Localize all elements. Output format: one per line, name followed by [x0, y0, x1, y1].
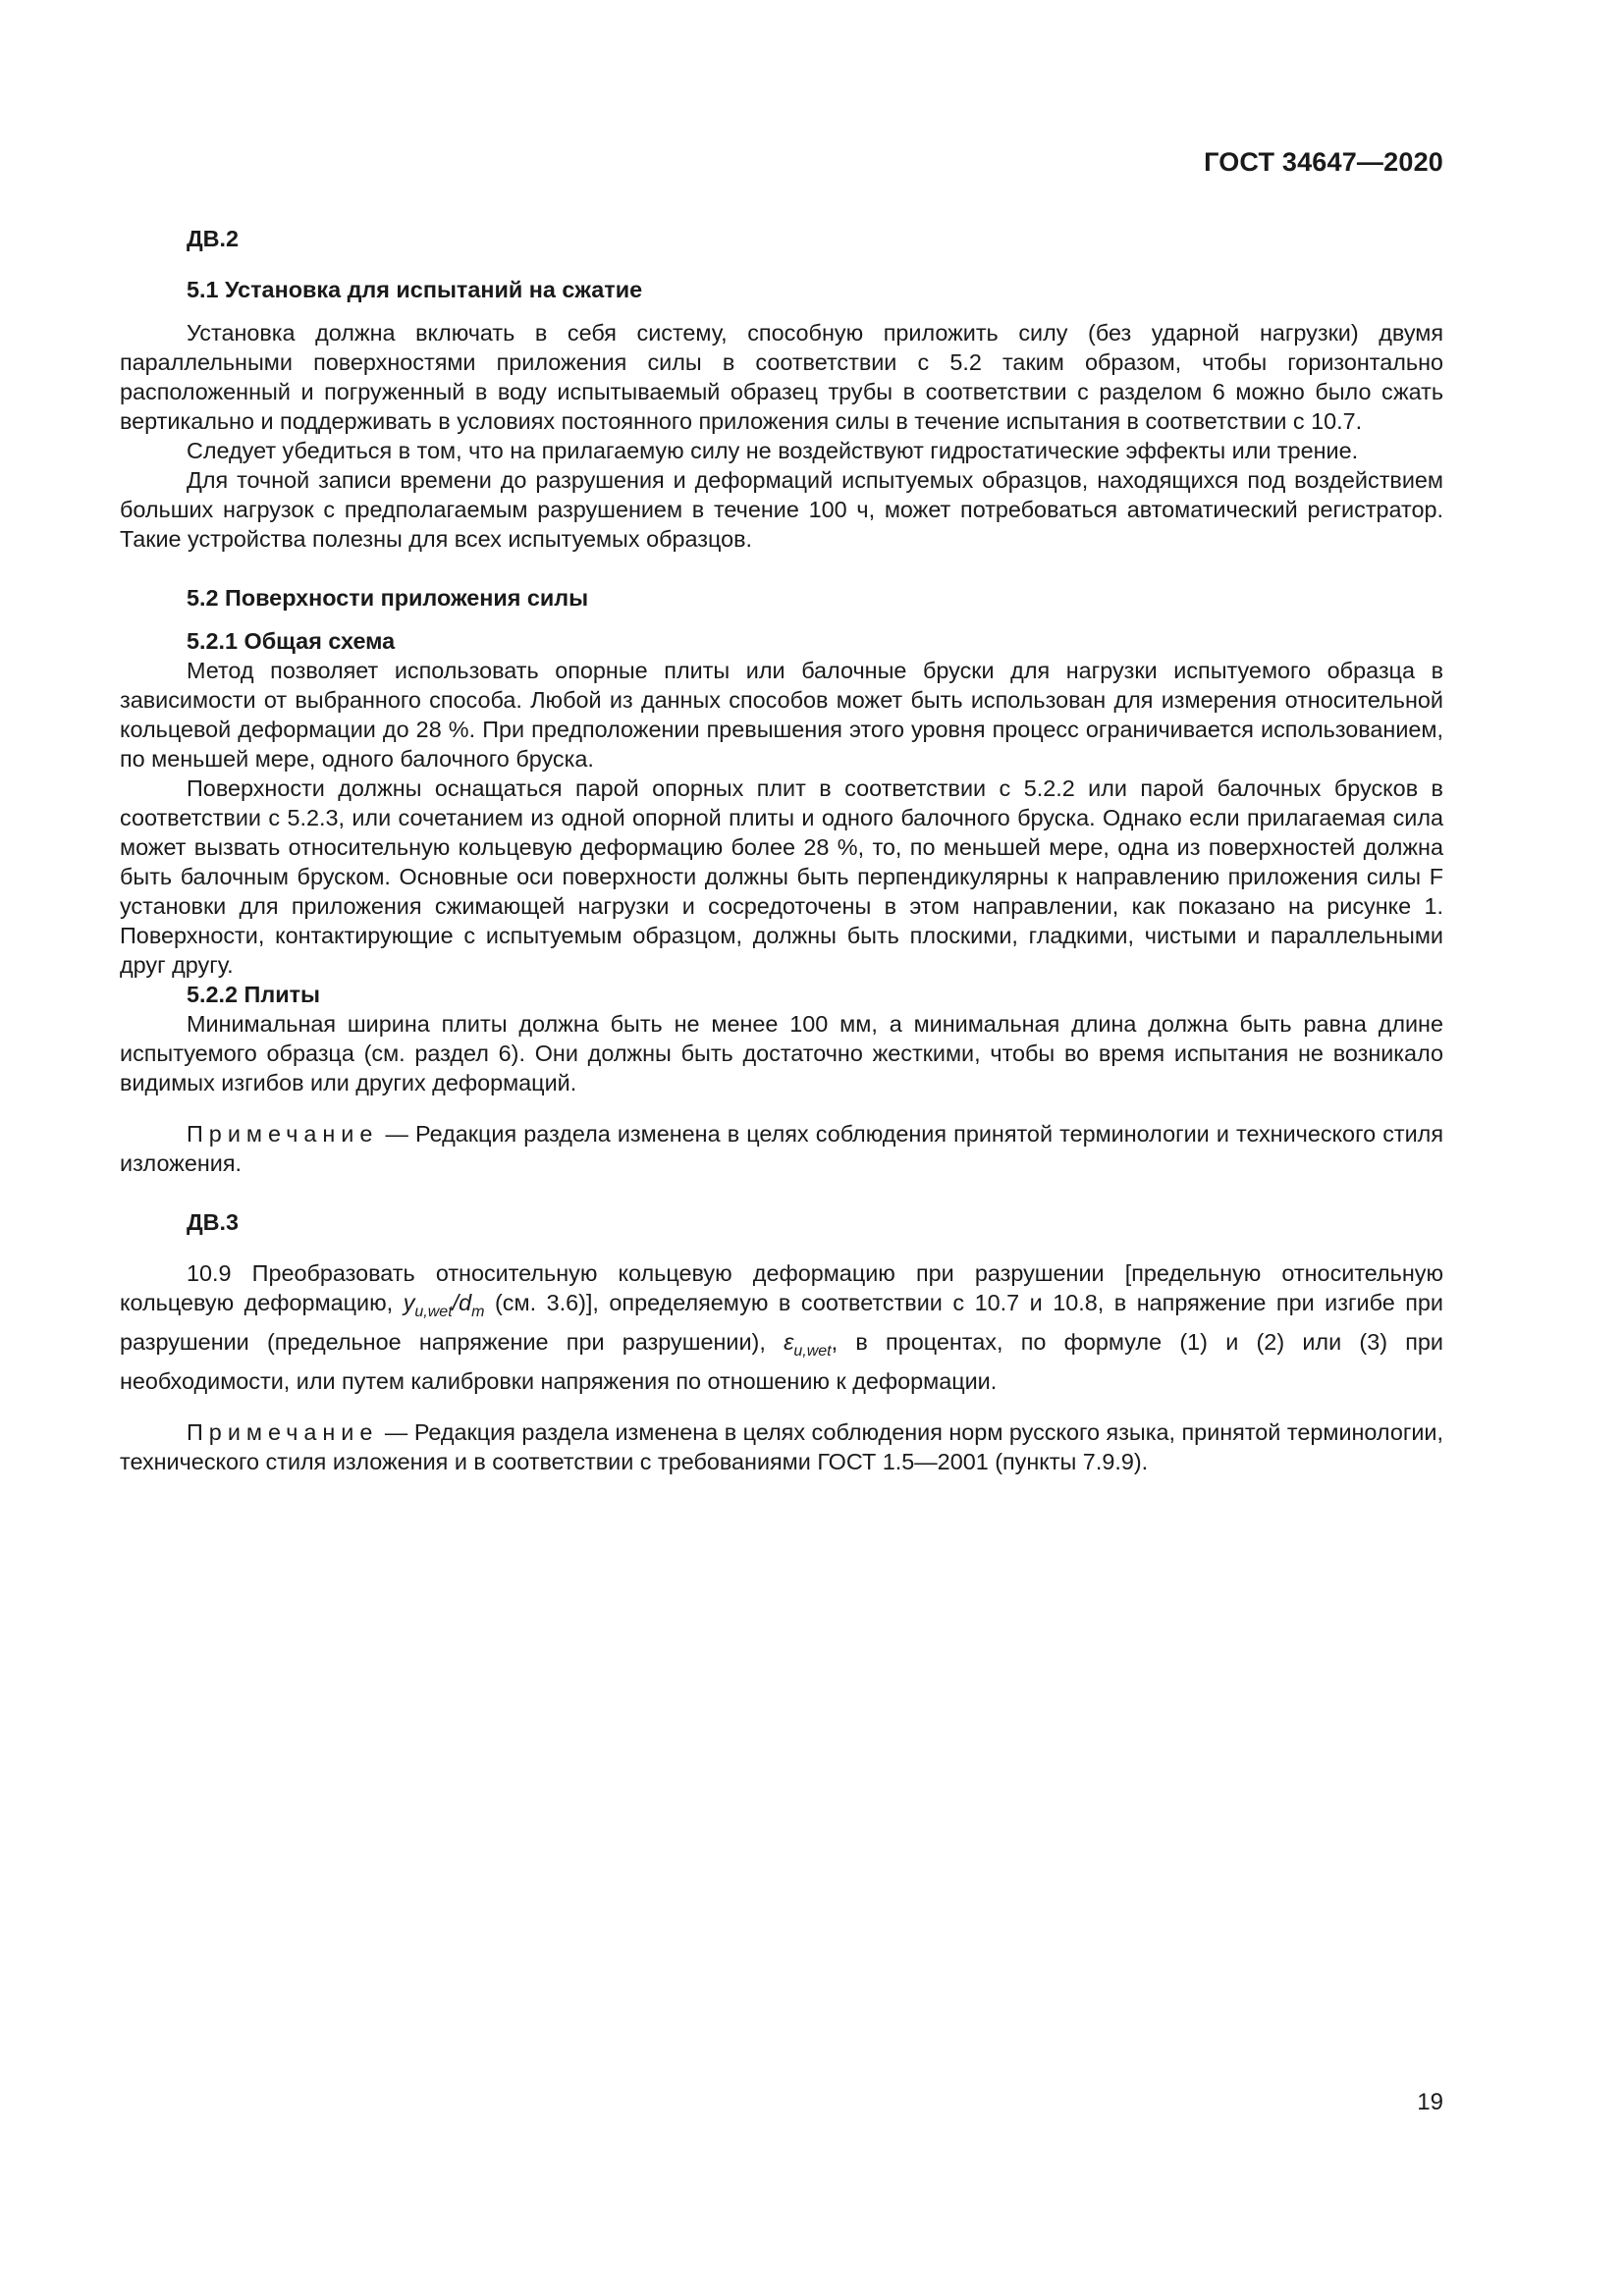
page-content [120, 224, 1443, 1476]
document-code-header: ГОСТ 34647—2020 [1204, 147, 1443, 177]
section-5-1-paragraph-1: Установка должна включать в себя систему, способную приложить силу (без ударной нагрузки) двумя параллельными поверхностями приложения силы в соответствии с 5.2 таким образом, чтобы горизонтально расположенный и погруженный в воду испытываемый образец трубы в соответствии с разделом 6 можно было сжать вертикально и поддерживать в условиях постоянного приложения силы в течение испытания в соответствии с 10.7. [120, 320, 1443, 434]
note-dv3 [120, 1417, 1443, 1476]
symbol-epsilon: ε [784, 1329, 794, 1355]
section-5-2-1-title: 5.2.1 Общая схема [187, 628, 396, 654]
section-5-1-title: 5.1 Установка для испытаний на сжатие [187, 277, 643, 302]
paragraph-text-part-2: (см. 3.6)], определяемую в соответствии с 10.7 и 10.8, в напряжение при изгибе при разрушении (предельное напряжение при разрушении), [120, 1290, 1443, 1355]
section-label-dv3: ДВ.3 [187, 1209, 240, 1235]
note-label: Примечание [187, 1419, 379, 1445]
symbol-y: y [403, 1290, 415, 1315]
symbol-d: d [459, 1290, 472, 1315]
note-dv2 [120, 1119, 1443, 1178]
section-5-2-2-paragraph-1: Минимальная ширина плиты должна быть не менее 100 мм, а минимальная длина должна быть равна длине испытуемого образца (см. раздел 6). Они должны быть достаточно жесткими, чтобы во время испытания не возникало видимых изгибов или других деформаций. [120, 1011, 1443, 1095]
symbol-epsilon-subscript: u,wet [793, 1343, 832, 1360]
symbol-slash: / [452, 1290, 460, 1315]
paragraph-text-part-1: 10.9 Преобразовать относительную кольцевую деформацию при разрушении [предельную относительную кольцевую деформацию, [120, 1260, 1443, 1315]
section-5-2-1-paragraph-2: Поверхности должны оснащаться парой опорных плит в соответствии с 5.2.2 или парой балочных брусков в соответствии с 5.2.3, или сочетанием из одной опорной плиты и одного балочного бруска. Однако если прилагаемая сила может вызвать относительную кольцевую деформацию более 28 %, то, по меньшей мере, одна из поверхностей должна быть балочным бруском. Основные оси поверхности должны быть перпендикулярны к направлению приложения силы F установки для приложения сжимающей нагрузки и сосредоточены в этом направлении, как показано на рисунке 1. Поверхности, контактирующие с испытуемым образцом, должны быть плоскими, гладкими, чистыми и параллельными друг другу. [120, 775, 1443, 978]
section-5-1-paragraph-2: Следует убедиться в том, что на прилагаемую силу не воздействуют гидростатические эффекты или трение. [187, 438, 1359, 463]
page-number: 19 [1417, 2089, 1443, 2115]
symbol-d-subscript: m [471, 1304, 485, 1320]
paragraph-text-part-3: , в процентах, по формуле (1) и (2) или (3) при необходимости, или путем калибровки напряжения по отношению к деформации. [120, 1329, 1443, 1394]
section-10-9-paragraph [120, 1258, 1443, 1396]
symbol-y-subscript: u,wet [414, 1304, 453, 1320]
section-5-2-2-title: 5.2.2 Плиты [187, 982, 321, 1007]
note-label: Примечание [187, 1121, 379, 1147]
section-5-2-title: 5.2 Поверхности приложения силы [187, 585, 589, 611]
section-5-2-1-paragraph-1: Метод позволяет использовать опорные плиты или балочные бруски для нагрузки испытуемого образца в зависимости от выбранного способа. Любой из данных способов может быть использован для измерения относительной кольцевой деформации до 28 %. При предположении превышения этого уровня процесс ограничивается использованием, по меньшей мере, одного балочного бруска. [120, 658, 1443, 772]
section-label-dv2: ДВ.2 [187, 226, 240, 251]
note-text: — Редакция раздела изменена в целях соблюдения принятой терминологии и технического стиля изложения. [120, 1121, 1443, 1176]
note-text: — Редакция раздела изменена в целях соблюдения норм русского языка, принятой терминологии, технического стиля изложения и в соответствии с требованиями ГОСТ 1.5—2001 (пункты 7.9.9). [120, 1419, 1443, 1474]
section-5-1-paragraph-3: Для точной записи времени до разрушения и деформаций испытуемых образцов, находящихся под воздействием больших нагрузок с предполагаемым разрушением в течение 100 ч, может потребоваться автоматический регистратор. Такие устройства полезны для всех испытуемых образцов. [120, 467, 1443, 552]
